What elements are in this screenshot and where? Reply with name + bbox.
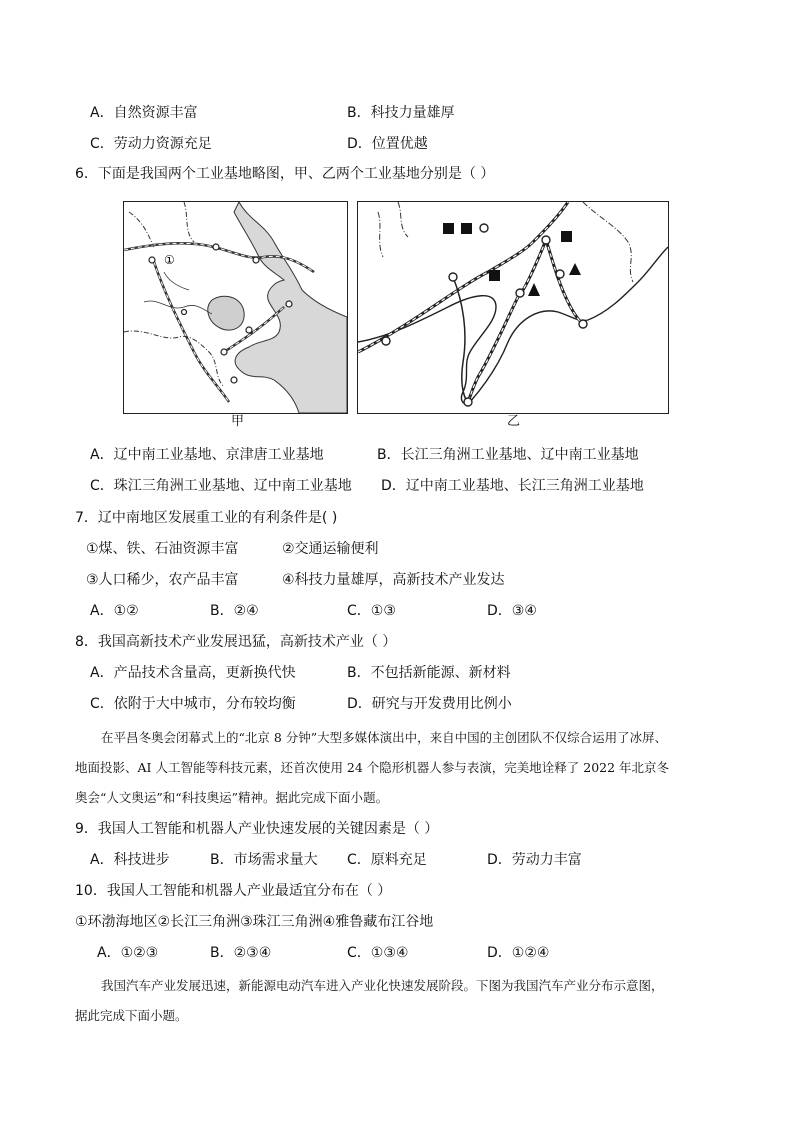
q5-option-c: C．劳动力资源充足 (90, 136, 212, 152)
passage1-line2: 地面投影、AI 人工智能等科技元素，还首次使用 24 个隐形机器人参与表演，完美地诠释了 2022 年北京冬 (75, 760, 670, 775)
industry-square-3 (561, 231, 572, 242)
map-right-caption: 乙 (507, 414, 521, 429)
passage2-line1: 我国汽车产业发展迅速，新能源电动汽车进入产业化快速发展阶段。下图为我国汽车产业分布示意图， (101, 978, 664, 993)
industry-square-2 (461, 223, 472, 234)
q6-stem: 6．下面是我国两个工业基地略图，甲、乙两个工业基地分别是（ ） (75, 166, 495, 182)
q5-option-b: B．科技力量雄厚 (347, 105, 455, 121)
q10-option-b: B．②③④ (210, 945, 272, 961)
map-right (357, 201, 669, 414)
q7-statement-4: ④科技力量雄厚，高新技术产业发达 (282, 572, 505, 588)
q7-statement-3: ③人口稀少，农产品丰富 (86, 572, 239, 588)
q8-option-c: C．依附于大中城市，分布较均衡 (90, 696, 296, 712)
q6-option-b: B．长江三角洲工业基地、辽中南工业基地 (377, 447, 639, 463)
map-left-marker: ① (164, 253, 175, 267)
q9-option-a: A．科技进步 (90, 852, 170, 868)
q8-stem: 8．我国高新技术产业发展迅猛，高新技术产业（ ） (75, 634, 397, 650)
industry-square-4 (489, 270, 500, 281)
q6-option-c: C．珠江三角洲工业基地、辽中南工业基地 (90, 478, 352, 494)
q7-option-d: D．③④ (487, 603, 537, 619)
q9-option-d: D．劳动力丰富 (487, 852, 582, 868)
q6-option-d: D．辽中南工业基地、长江三角洲工业基地 (381, 478, 644, 494)
map-left-drawing (124, 202, 347, 413)
q7-statement-2: ②交通运输便利 (282, 541, 379, 557)
industry-triangle-1 (569, 263, 581, 275)
q10-option-c: C．①③④ (347, 945, 409, 961)
map-left-caption: 甲 (231, 414, 245, 429)
q5-option-d: D．位置优越 (347, 136, 428, 152)
industry-square-1 (443, 223, 454, 234)
q8-option-b: B．不包括新能源、新材料 (347, 665, 511, 681)
industry-triangle-2 (528, 283, 540, 296)
passage1-line1: 在平昌冬奥会闭幕式上的“北京 8 分钟”大型多媒体演出中，来自中国的主创团队不仅综合运用了冰屏、 (101, 730, 668, 745)
q10-stem: 10．我国人工智能和机器人产业最适宜分布在（ ） (75, 883, 392, 899)
map-right-drawing (358, 202, 668, 413)
q5-option-a: A．自然资源丰富 (90, 105, 198, 121)
passage2-line2: 据此完成下面小题。 (75, 1008, 188, 1023)
q9-option-c: C．原料充足 (347, 852, 427, 868)
q7-option-a: A．①② (90, 603, 139, 619)
q7-statement-1: ①煤、铁、石油资源丰富 (86, 541, 239, 557)
q9-option-b: B．市场需求量大 (210, 852, 318, 868)
q7-stem: 7．辽中南地区发展重工业的有利条件是( ) (75, 510, 338, 526)
q10-option-d: D．①②④ (487, 945, 550, 961)
q8-option-d: D．研究与开发费用比例小 (347, 696, 512, 712)
q6-option-a: A．辽中南工业基地、京津唐工业基地 (90, 447, 324, 463)
passage1-line3: 奥会“人文奥运”和“科技奥运”精神。据此完成下面小题。 (75, 790, 389, 805)
q7-option-c: C．①③ (347, 603, 396, 619)
q8-option-a: A．产品技术含量高，更新换代快 (90, 665, 296, 681)
q10-items: ①环渤海地区②长江三角洲③珠江三角洲④雅鲁藏布江谷地 (75, 914, 434, 930)
q10-option-a: A．①②③ (97, 945, 159, 961)
map-left (123, 201, 348, 414)
q9-stem: 9．我国人工智能和机器人产业快速发展的关键因素是（ ） (75, 821, 439, 837)
q7-option-b: B．②④ (210, 603, 259, 619)
